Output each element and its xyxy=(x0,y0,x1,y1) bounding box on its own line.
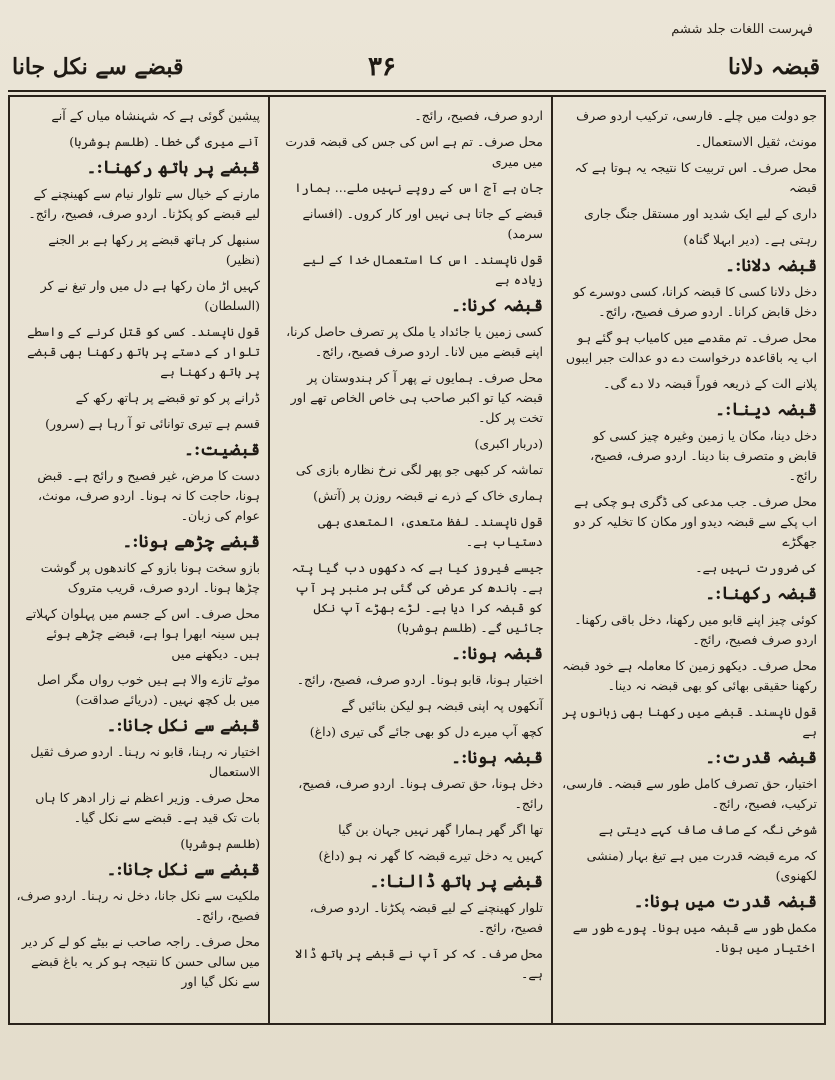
entry-text: محل صرف۔ ہمایوں نے پھر آ کر ہندوستان پر قبضہ کیا تو اکبر صاحب ہی خاص الخاص تھے اور تخت پر کل۔ xyxy=(290,370,543,425)
entry-headword: قبضے سے نکل جانا:۔ xyxy=(106,860,260,880)
entry-headword: قبضہ رکھنا:۔ xyxy=(705,584,817,604)
entry-headword: قبضیت:۔ xyxy=(183,440,260,460)
entry-text: (دربار اکبری) xyxy=(474,436,543,451)
entry-text: کی ضرورت نہیں ہے۔ xyxy=(695,560,817,575)
header-last-word: قبضے سے نکل جانا xyxy=(12,54,184,80)
entry-headword: قبضہ ہونا:۔ xyxy=(451,748,543,768)
entry-text: ڈرانے پر کو تو قبضے پر ہاتھ رکھ کے xyxy=(75,390,260,405)
entry-text: دخل دینا، مکان یا زمین وغیرہ چیز کسی کو قابض و متصرف بنا دینا۔ اردو صرف، فصیح، رائج۔ xyxy=(590,428,817,483)
entry-text: قول ناپسند۔ اس کا استعمال خدا کے لیے زیادہ ہے xyxy=(302,252,543,287)
entry-text: آنے میری گی خطا۔ (طلسم ہوشربا) xyxy=(69,134,260,149)
entry-text: رہتی ہے۔ (دیر ابہلا گناہ) xyxy=(683,232,817,247)
entry-text: کچھ آپ میرے دل کو بھی جائے گی تیری (داغ) xyxy=(309,724,543,739)
column-right xyxy=(553,96,825,1024)
series-note: فہرست اللغات جلد ششم xyxy=(671,22,813,37)
entry-text: سنبھل کر ہاتھ قبضے پر رکھا ہے بر الجنے (نظیر) xyxy=(48,232,260,267)
entry-text: داری کے لیے ایک شدید اور مستقل جنگ جاری xyxy=(583,206,817,221)
column-middle xyxy=(268,96,553,1024)
entry-text: مکمل طور سے قبضہ میں ہونا۔ پورے طور سے اختیار میں ہونا۔ xyxy=(572,920,817,955)
entry-text: بازو سخت ہونا بازو کے کاندھوں پر گوشت چڑھا ہونا۔ اردو صرف، قریب متروک xyxy=(40,560,260,595)
entry-headword: قبضے چڑھے ہونا:۔ xyxy=(122,532,260,552)
entry-text: کہ مرے قبضہ قدرت میں ہے تیغ بہار (منشی لکھنوی) xyxy=(586,848,817,883)
entry-headword: قبضہ قدرت:۔ xyxy=(705,748,817,768)
entry-text: مارنے کے خیال سے تلوار نیام سے کھینچنے کے لیے قبضے کو پکڑنا۔ اردو صرف، فصیح، رائج۔ xyxy=(28,186,260,221)
entry-text: تلوار کھینچنے کے لیے قبضہ پکڑنا۔ اردو صرف، فصیح، رائج۔ xyxy=(309,900,543,935)
entry-text: محل صرف۔ تم مقدمے میں کامیاب ہو گئے ہو اب یہ باقاعدہ درخواست دے دو عدالت جبر ایبوں xyxy=(565,330,817,365)
entry-text: پلانے الت کے ذریعہ فوراً قبضہ دلا دے گی۔ xyxy=(603,376,817,391)
entry-text: دخل دلانا کسی کا قبضہ کرانا، کسی دوسرے کو دخل قابض کرانا۔ اردو صرف فصیح، رائج۔ xyxy=(573,284,817,319)
entry-text: پیشین گوئی ہے کہ شہنشاہ میاں کے آنے xyxy=(51,108,260,123)
entry-text: محل صرف۔ جب مدعی کی ڈگری ہو چکی ہے اب پکے سے قبضہ دیدو اور مکان کا تخلیہ کر دو جھگڑے xyxy=(573,494,817,549)
entry-text: اختیار نہ رہنا، قابو نہ رہنا۔ اردو صرف ثقیل الاستعمال xyxy=(30,744,260,779)
entry-text: قول ناپسند۔ قبضے میں رکھنا بھی زبانوں پر ہے xyxy=(562,704,817,739)
entry-text: محل صرف۔ وزیر اعظم نے زار ادھر کا ہاں بات تک قید ہے۔ قبضے سے نکل گیا۔ xyxy=(35,790,260,825)
entry-headword: قبضے سے نکل جانا:۔ xyxy=(106,716,260,736)
entry-text: مونث، ثقیل الاستعمال۔ xyxy=(694,134,817,149)
entry-text: آنکھوں پہ اپنی قبضہ ہو لیکن بنائیں گے xyxy=(341,698,543,713)
header-first-word: قبضہ دلانا xyxy=(728,54,820,80)
entry-headword: قبضہ قدرت میں ہونا:۔ xyxy=(633,892,817,912)
entry-text: کہیں یہ دخل تیرے قبضہ کا گھر نہ ہو (داغ) xyxy=(318,848,543,863)
entry-text: کوئی چیز اپنے قابو میں رکھنا، دخل باقی رکھنا۔ اردو صرف فصیح، رائج۔ xyxy=(574,612,817,647)
entry-headword: قبضے پر ہاتھ رکھنا:۔ xyxy=(86,158,260,178)
entry-text: جان ہے آج اس کے روپے نہیں ملے... ہمارا xyxy=(294,180,543,195)
page-number: ۳۶ xyxy=(368,52,396,82)
entry-headword: قبضہ کرنا:۔ xyxy=(451,296,543,316)
entry-text: محل صرف۔ دیکھو زمین کا معاملہ ہے خود قبضہ رکھنا حقیقی بھائی کو بھی قبضہ نہ دینا۔ xyxy=(562,658,817,693)
entry-text: شوخی نگہ کے صاف صاف کہے دیتی ہے xyxy=(598,822,817,837)
entry-text: دست کا مرض، غیر فصیح و رائج ہے۔ قبض ہونا، حاجت کا نہ ہونا۔ اردو صرف، مونث، عوام کی زبان۔ xyxy=(37,468,260,523)
entry-text: کہیں اڑ مان رکھا ہے دل میں وار تیغ نے کر (السلطان) xyxy=(40,278,260,313)
entry-text: ملکیت سے نکل جانا، دخل نہ رہنا۔ اردو صرف، فصیح، رائج۔ xyxy=(16,888,260,923)
entry-text: قول ناپسند۔ کسی کو قتل کرنے کے واسطے تلوار کے دستے پر ہاتھ رکھنا بھی قبضے پر ہاتھ رکھنا ہے xyxy=(27,324,260,379)
entry-text: اختیار ہونا، قابو ہونا۔ اردو صرف، فصیح، رائج۔ xyxy=(296,672,543,687)
entry-text: محل صرف۔ اس کے جسم میں پہلوان کہلاتے ہیں سینہ ابھرا ہوا ہے، قبضے چڑھے ہوئے ہیں۔ دیکھنے میں xyxy=(25,606,260,661)
entry-text: تھا اگر گھر ہمارا گھر نہیں جہان بن گیا xyxy=(338,822,543,837)
entry-headword: قبضے پر ہاتھ ڈالنا:۔ xyxy=(369,872,543,892)
entry-headword: قبضہ دلانا:۔ xyxy=(725,256,817,276)
page-header xyxy=(8,48,826,92)
entry-text: محل صرف۔ کہ کر آپ نے قبضے پر ہاتھ ڈالا ہے۔ xyxy=(294,946,543,981)
entry-text: دخل ہونا، حق تصرف ہونا۔ اردو صرف، فصیح، رائج۔ xyxy=(298,776,543,811)
entry-text: اردو صرف، فصیح، رائج۔ xyxy=(414,108,543,123)
entry-text: اختیار، حق تصرف کامل طور سے قبضہ۔ فارسی، ترکیب، فصیح، رائج۔ xyxy=(562,776,817,811)
entry-text: موٹے تازے والا ہے ہیں خوب رواں مگر اصل میں بل کچھ نہیں۔ (دریائے صداقت) xyxy=(36,672,260,707)
entry-text: قول ناپسند۔ لفظ متعدی، المتعدی بھی دستیاب ہے۔ xyxy=(318,514,543,549)
column-left xyxy=(8,96,268,1024)
entry-text: قسم ہے تیری توانائی تو آ رہا ہے (سرور) xyxy=(45,416,260,431)
entry-text: (طلسم ہوشربا) xyxy=(180,836,260,851)
entry-text: محل صرف۔ اس تربیت کا نتیجہ یہ ہوتا ہے کہ قبضہ xyxy=(574,160,817,195)
entry-text: تماشہ کر کبھی جو پھر لگی نرخ نظارہ بازی کی xyxy=(295,462,543,477)
entry-headword: قبضہ دینا:۔ xyxy=(715,400,817,420)
entry-text: محل صرف۔ تم ہے اس کی جس کی قبضہ قدرت میں میری xyxy=(285,134,543,169)
entry-text: ہماری خاک کے ذرے نے قبضہ روزن پر (آتش) xyxy=(313,488,543,503)
entry-headword: قبضہ ہونا:۔ xyxy=(451,644,543,664)
entry-text: کسی زمین یا جائداد یا ملک پر تصرف حاصل کرنا، اپنے قبضے میں لانا۔ اردو صرف فصیح، رائج۔ xyxy=(286,324,543,359)
entry-text: محل صرف۔ راجہ صاحب نے بیٹے کو لے کر دیر میں سالی حسن کا نتیجہ ہو کر یہ باغ قبضے سے نکل گیا اور xyxy=(21,934,260,989)
entry-text: قبضے کے جاتا ہی نہیں اور کار کروں۔ (افسانے سرمد) xyxy=(302,206,543,241)
entry-text: جیسے فیروز کیا ہے کہ دکھوں دب گیا پتہ ہے۔ باندھ کر عرض کی گئی ہر منبر پر آپ کو قبضہ کرا دیا ہے۔ لڑے بھڑے آپ نکل جائیں گے۔ (طلسم ہوشربا) xyxy=(291,560,543,635)
entry-text: جو دولت میں چلے۔ فارسی، ترکیب اردو صرف xyxy=(576,108,817,123)
